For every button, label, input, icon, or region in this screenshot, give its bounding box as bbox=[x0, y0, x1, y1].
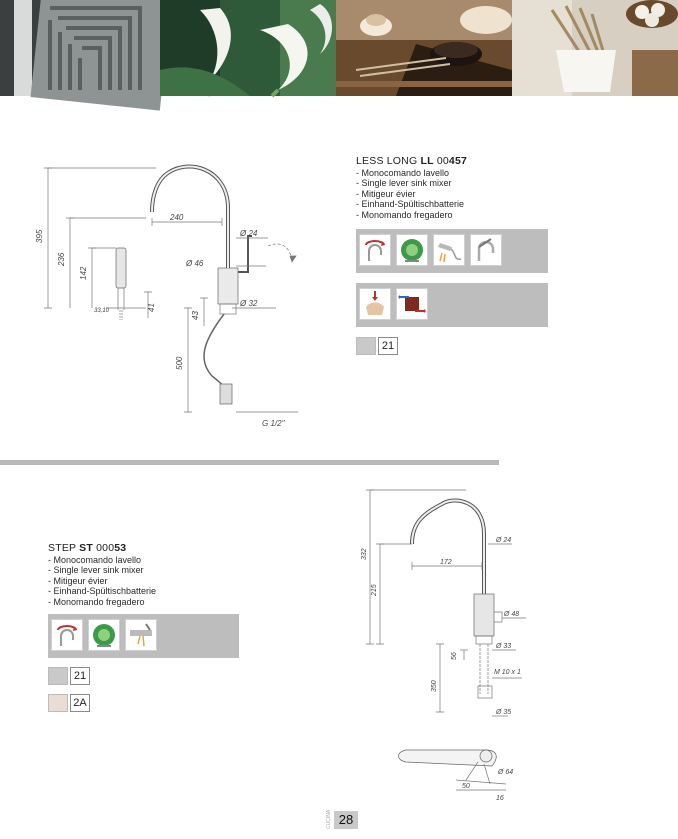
photo-maze-panel bbox=[0, 0, 160, 96]
product-less-long-info bbox=[356, 156, 467, 221]
dim-lever-width: 50 bbox=[462, 783, 470, 790]
description-en: - Single lever sink mixer bbox=[48, 565, 144, 576]
rotating-spout-icon bbox=[359, 234, 391, 266]
finish-code: 2A bbox=[70, 694, 90, 712]
page-number bbox=[326, 811, 358, 829]
dim-hose-length: 500 bbox=[175, 356, 184, 370]
photo-table-setting bbox=[336, 0, 512, 96]
technical-drawing-less-long bbox=[36, 148, 326, 438]
feature-icon-bar bbox=[356, 229, 548, 273]
aerator-icon bbox=[396, 234, 428, 266]
dim-base-diameter: Ø 32 bbox=[240, 299, 258, 308]
finish-code: 21 bbox=[70, 667, 90, 685]
description-it: - Monocomando lavello bbox=[48, 554, 142, 565]
description-fr: - Mitigeur évier bbox=[356, 188, 416, 199]
dim-body-diameter: Ø 48 bbox=[504, 611, 520, 618]
feature-icon-bar bbox=[48, 614, 239, 658]
product-title: LESS LONG LL 00457 bbox=[356, 155, 468, 167]
temperature-control-icon bbox=[396, 288, 428, 320]
dim-spout-height: 215 bbox=[371, 584, 378, 596]
finish-code: 21 bbox=[378, 337, 398, 355]
dim-flange-diameter: Ø 35 bbox=[496, 709, 512, 716]
technical-drawing-step bbox=[356, 484, 536, 804]
description-es: - Monomando fregadero bbox=[356, 209, 453, 220]
finish-option bbox=[48, 694, 90, 712]
product-title: STEP ST 00053 bbox=[48, 542, 127, 554]
pull-out-spray-icon bbox=[433, 234, 465, 266]
dim-spout-reach: 172 bbox=[440, 559, 452, 566]
product-step-info bbox=[48, 543, 156, 608]
description-de: - Einhand-Spültischbatterie bbox=[48, 586, 157, 597]
description-fr: - Mitigeur évier bbox=[48, 575, 108, 586]
rotating-spout-icon bbox=[51, 619, 83, 651]
finish-swatch bbox=[356, 337, 376, 355]
dim-spout-height: 236 bbox=[57, 252, 66, 266]
finish-option bbox=[356, 337, 398, 355]
description-es: - Monomando fregadero bbox=[48, 596, 145, 607]
section-label: CUCINA bbox=[326, 809, 332, 829]
photo-utensils-cup bbox=[512, 0, 678, 96]
dim-height-total: 332 bbox=[361, 548, 368, 560]
aerator-icon bbox=[88, 619, 120, 651]
dim-connection-thread: G 1/2" bbox=[262, 419, 285, 428]
photo-calla-lilies bbox=[160, 0, 336, 96]
dim-lever-offset: 16 bbox=[496, 795, 504, 802]
dim-height-total: 395 bbox=[35, 229, 44, 243]
finish-option bbox=[48, 667, 90, 685]
dim-base-diameter: Ø 33 bbox=[496, 643, 512, 650]
section-divider bbox=[0, 460, 499, 465]
lever-handle-icon bbox=[470, 234, 502, 266]
dim-deck-thickness: 56 bbox=[451, 652, 458, 660]
dim-thread: M 10 x 1 bbox=[494, 669, 521, 676]
dim-handshower-height: 142 bbox=[79, 266, 88, 280]
description-en: - Single lever sink mixer bbox=[356, 178, 452, 189]
feature-icon-bar-2 bbox=[356, 283, 548, 327]
description-de: - Einhand-Spültischbatterie bbox=[356, 199, 465, 210]
dim-shank-length: 43 bbox=[191, 311, 200, 320]
dim-body-diameter: Ø 46 bbox=[186, 259, 204, 268]
finish-swatch bbox=[48, 667, 68, 685]
pull-out-spray-icon bbox=[125, 619, 157, 651]
description-it: - Monocomando lavello bbox=[356, 167, 450, 178]
dim-shank-length: 350 bbox=[431, 680, 438, 692]
hand-operation-icon bbox=[359, 288, 391, 320]
page-number-value: 28 bbox=[334, 811, 358, 829]
dim-spout-diameter: Ø 24 bbox=[496, 537, 512, 544]
dim-spout-diameter: Ø 24 bbox=[240, 229, 258, 238]
dim-handshower-thread: 33,10 bbox=[94, 308, 110, 314]
finish-swatch bbox=[48, 694, 68, 712]
dim-handshower-shank: 41 bbox=[147, 303, 156, 312]
dim-lever-diameter: Ø 64 bbox=[498, 769, 514, 776]
dim-spout-reach: 240 bbox=[170, 213, 184, 222]
